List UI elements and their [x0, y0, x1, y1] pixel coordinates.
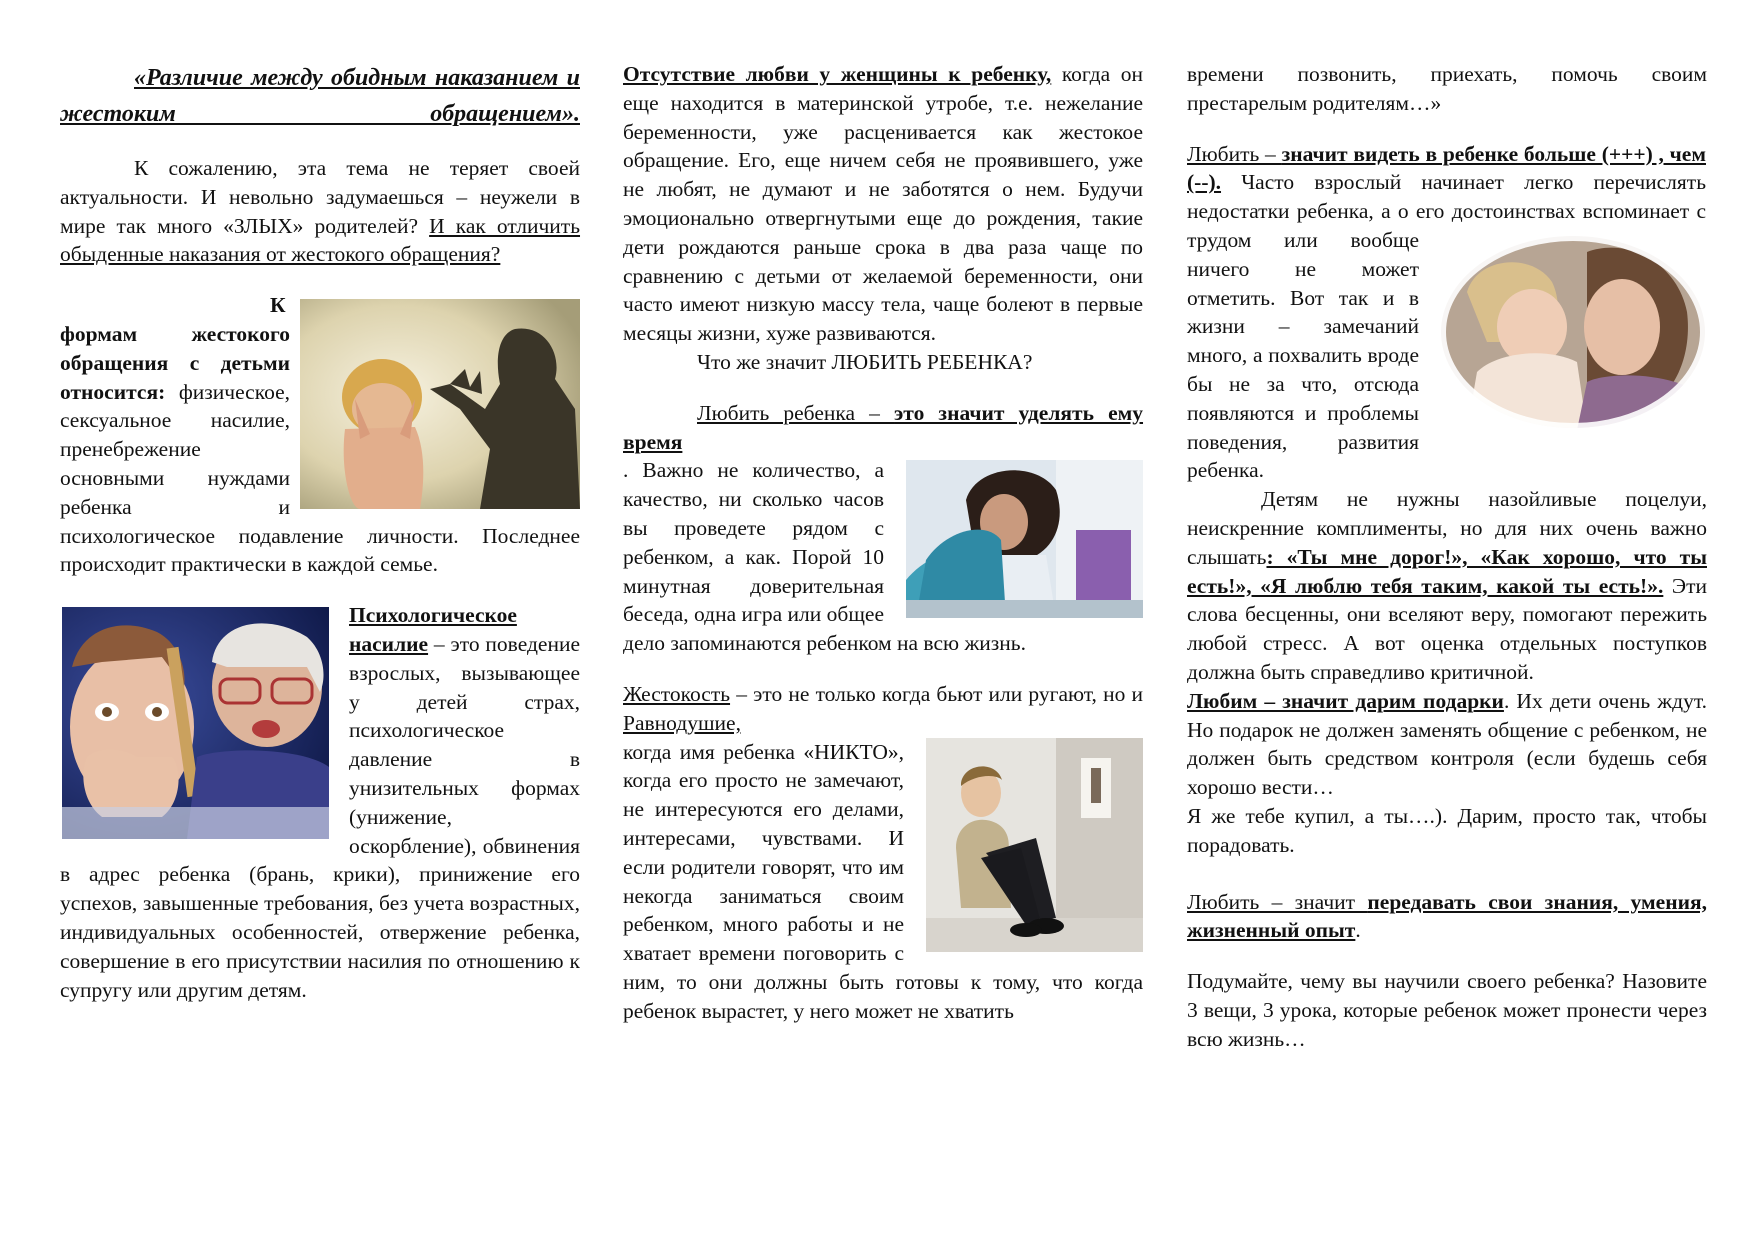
photo-teacher-child	[62, 607, 329, 839]
photo-mother-child-oval	[1437, 232, 1707, 430]
page-title: «Различие между обидным наказанием и жестоким обращением».	[60, 65, 580, 127]
gifts-paragraph: Любим – значит дарим подарки. Их дети очень ждут. Но подарок не должен заменять общение с ребенком, не должен быть средством контроля (если будешь себя хорошо вести…	[1187, 688, 1707, 800]
time-heading: Любить ребенка – это значит уделять ему время	[623, 400, 1144, 454]
gifts-paragraph-2: Я же тебе купил, а ты….). Дарим, просто так, чтобы порадовать.	[1187, 803, 1707, 857]
see-more-heading: Любить – значит видеть в ребенке больше (+++) , чем (--). Часто взрослый начинает легко перечислять недостатки ребенка, а о его достоинствах вспоминает с трудом или вообще ничего не может отметить. Вот так и в жизни – замечаний много, а похвалить вроде бы не за что, отсюда появляются и проблемы поведения, развития ребенка.	[1187, 141, 1706, 483]
kisses-paragraph: Детям не нужны назойливые поцелуи, неискренние комплименты, но для них очень важно слышать: «Ты мне дорог!», «Как хорошо, что ты есть!», «Я люблю тебя таким, какой ты есть!». Эти слова бесценны, они вселяют веру, помогают пережить любой стресс. А вот оценка отдельных поступков должна быть справедливо критичной.	[1187, 487, 1707, 684]
column-1	[60, 60, 580, 1004]
cruelty-heading: Жестокость – это не только когда бьют или ругают, но и Равнодушие,	[623, 681, 1143, 735]
forms-heading: К формам жестокого обращения с детьми относится:	[60, 293, 290, 404]
photo-sad-boy	[926, 738, 1143, 952]
mother-child-image	[1437, 232, 1707, 430]
psychological-term: Психологическое насилие	[349, 603, 517, 656]
teacher-child-image	[62, 607, 329, 839]
column-2	[623, 60, 1143, 1026]
photo-child-shadow	[300, 299, 580, 509]
question-line: Что же значит ЛЮБИТЬ РЕБЕНКА?	[697, 349, 1033, 374]
see-more-section	[1187, 140, 1707, 486]
lack-of-love-paragraph: Отсутствие любви у женщины к ребенку, когда он еще находится в материнской утробе, т.е. нежелание беременности, уже расценивается как жестокое обращение. Его, еще ничем себя не проявившего, уже не любят, не думают и не заботятся о нем. Будучи эмоционально отвергнутыми еще до рождения, такие дети рождаются раньше срока в два раза чаще по сравнению с детьми от желаемой беременности, они часто имеют низкую массу тела, чаще болеют в первые месяцы жизни, хуже развиваются.	[623, 62, 1143, 346]
sad-boy-image	[926, 738, 1143, 952]
mother-hug-image	[906, 460, 1143, 618]
child-shadow-image	[300, 299, 580, 509]
intro-paragraph: К сожалению, эта тема не теряет своей актуальности. И невольно задумаешься – неужели в мире так много «ЗЛЫХ» родителей? И как отличить обыденные наказания от жестокого обращения?	[60, 156, 581, 267]
continued-text: времени позвонить, приехать, помочь своим престарелым родителям…»	[1187, 62, 1707, 115]
time-section	[623, 399, 1143, 658]
psychological-text: – это поведение взрослых, вызывающее у детей страх, психологическое давление в унизительных формах (унижение, оскорбление), обвинения в адрес ребенка (брань, крики), принижение его успехов, завышенные требования, без учета возрастных, индивидуальных особенностей, отвержение ребенка, совершение в его присутствии насилия по отношению к супругу или другим детям.	[60, 631, 580, 1002]
psychological-section	[60, 601, 580, 1004]
forms-text: физическое, сексуальное насилие, пренебрежение основными нуждами ребенка и психологическое подавление личности. Последнее происходит практически в каждой семье.	[60, 379, 580, 577]
photo-mother-hug	[906, 460, 1143, 618]
cruelty-section	[623, 680, 1143, 1026]
column-3	[1187, 60, 1707, 1054]
time-text: . Важно не количество, а качество, ни сколько часов вы проведете рядом с ребенком, а как. Порой 10 минутная доверительная беседа, одна игра или общее дело запоминаются ребенком на всю жизнь.	[623, 458, 1026, 656]
cruelty-text: когда имя ребенка «НИКТО», когда его просто не замечают, не интересуются его делами, интересами, чувствами. И если родители говорят, что им некогда заниматься своим ребенком, много работы и не хватает времени поговорить с ним, то они должны быть готовы к тому, что когда ребенок вырастет, у него может не хватить	[623, 739, 1143, 1023]
forms-section	[60, 291, 580, 579]
share-paragraph: Любить – значит передавать свои знания, умения, жизненный опыт.	[1187, 889, 1707, 943]
final-paragraph: Подумайте, чему вы научили своего ребенка? Назовите 3 вещи, 3 урока, которые ребенок может пронести через всю жизнь…	[1187, 969, 1707, 1051]
